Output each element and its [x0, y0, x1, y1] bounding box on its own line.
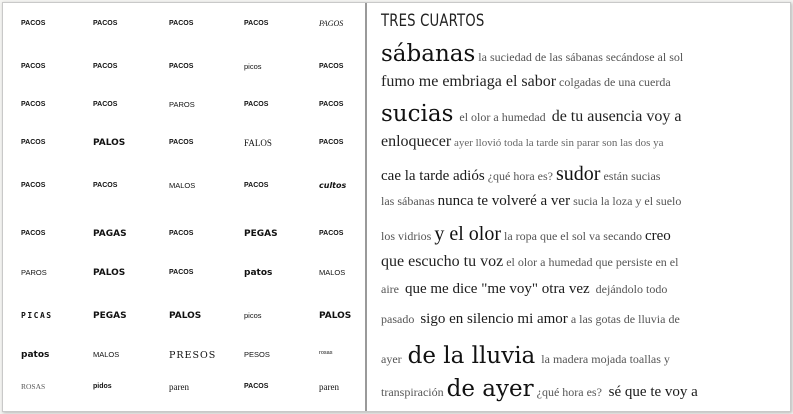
poem-title: TRES CUARTOS — [381, 11, 485, 31]
grid-word: PRESOS — [169, 350, 217, 361]
poem-fragment: transpiración — [381, 385, 447, 399]
grid-word: ROSAS — [21, 382, 46, 391]
poem-fragment: y el olor — [434, 223, 501, 245]
poem-fragment: ¿qué hora es? — [533, 385, 605, 399]
grid-word: PACOS — [169, 63, 194, 70]
grid-word: PACOS — [319, 63, 344, 70]
grid-word: rosas — [319, 350, 333, 356]
grid-word: PACOS — [93, 182, 118, 189]
poem-fragment: que escucho tu voz — [381, 253, 504, 270]
grid-word: MALOS — [319, 268, 346, 277]
poem-fragment: sucia la loza y el suelo — [570, 194, 682, 208]
poem-fragment: el olor a humedad — [453, 110, 552, 124]
grid-word: PACOS — [244, 20, 269, 27]
poem-fragment: que me dice "me voy" otra vez — [404, 281, 590, 297]
poem-line — [381, 133, 664, 159]
poem-fragment: ¿qué hora es? — [484, 169, 556, 183]
grid-word: PAGOS — [319, 19, 344, 28]
grid-word: PACOS — [93, 63, 118, 70]
poem-fragment: sudor — [556, 163, 601, 185]
poem-fragment: enloquecer — [381, 133, 452, 150]
poem-fragment: la suciedad de las sábanas secándose al sol — [475, 50, 684, 64]
grid-word: PICAS — [21, 311, 53, 320]
grid-word: PACOS — [244, 101, 269, 108]
poem-fragment: de ayer — [446, 376, 534, 402]
grid-word: PACOS — [93, 101, 118, 108]
grid-word: PALOS — [319, 311, 352, 321]
poem-line — [381, 281, 667, 307]
poem-fragment: de la lluvia — [407, 343, 536, 369]
grid-word: PACOS — [21, 63, 46, 70]
grid-word: PACOS — [169, 20, 194, 27]
grid-word: PACOS — [169, 139, 194, 146]
poem-fragment: aire — [381, 282, 405, 296]
poem-line — [381, 193, 681, 219]
grid-word: PAGAS — [93, 229, 127, 239]
poem-line — [381, 223, 671, 249]
grid-word: PACOS — [319, 139, 344, 146]
poem-fragment: dejándolo todo — [589, 282, 668, 296]
grid-word: PESOS — [244, 350, 270, 359]
grid-word: FALOS — [244, 138, 272, 148]
poem-panel — [381, 3, 786, 411]
grid-word: picos — [244, 62, 262, 71]
center-divider — [365, 3, 367, 411]
poem-line — [381, 253, 678, 279]
grid-word: PACOS — [169, 269, 194, 276]
poem-fragment: las sábanas — [381, 194, 438, 208]
poem-fragment: creo — [644, 228, 671, 244]
grid-word: PACOS — [21, 182, 46, 189]
grid-word: PACOS — [93, 20, 118, 27]
poem-line — [381, 311, 680, 337]
grid-word: patos — [244, 268, 273, 278]
poem-fragment: colgadas de una cuerda — [556, 75, 671, 89]
poem-fragment: de tu ausencia voy a — [551, 108, 682, 125]
poem-fragment: sigo en silencio mi amor — [420, 311, 568, 327]
grid-word: paren — [169, 382, 189, 392]
grid-word: cultos — [319, 181, 347, 190]
word-grid — [3, 3, 363, 411]
grid-word: MALOS — [169, 181, 196, 190]
grid-word: PACOS — [21, 101, 46, 108]
poem-line — [381, 73, 671, 99]
poem-fragment: están sucias — [600, 169, 661, 183]
poem-fragment: nunca te volveré a ver — [437, 193, 571, 209]
grid-word: paren — [319, 382, 339, 392]
grid-word: PACOS — [21, 139, 46, 146]
grid-word: PACOS — [21, 230, 46, 237]
poem-fragment: fumo me embriaga el sabor — [381, 73, 557, 90]
poem-fragment: ayer llovió toda la tarde sin parar son las dos ya — [451, 137, 664, 149]
poem-fragment: el olor a humedad que persiste en el — [503, 255, 679, 269]
grid-word: PACOS — [244, 182, 269, 189]
poem-line — [381, 376, 698, 402]
poem-fragment: pasado — [381, 312, 421, 326]
grid-word: PACOS — [21, 20, 46, 27]
grid-word: picos — [244, 311, 262, 320]
poem-fragment: ayer — [381, 352, 408, 366]
grid-word: PAROS — [169, 100, 195, 109]
grid-word: patos — [21, 350, 50, 360]
poem-fragment: cae la tarde adiós — [381, 168, 485, 184]
grid-word: PAROS — [21, 268, 47, 277]
poem-fragment: sé que te voy a — [604, 384, 698, 400]
grid-word: PALOS — [93, 138, 126, 148]
grid-word: PALOS — [169, 311, 202, 321]
grid-word: PACOS — [244, 383, 269, 390]
grid-word: PACOS — [319, 101, 344, 108]
poem-line — [381, 163, 660, 189]
poem-line — [381, 41, 683, 67]
poem-fragment: sucias — [381, 101, 454, 127]
poem-fragment: los vidrios — [381, 229, 435, 243]
poem-line — [381, 343, 670, 369]
grid-word: pidos — [93, 383, 112, 390]
poem-fragment: la madera mojada toallas y — [535, 352, 670, 366]
poem-fragment: la ropa que el sol va secando — [501, 229, 645, 243]
grid-word: PEGAS — [244, 229, 278, 239]
grid-word: MALOS — [93, 350, 120, 359]
grid-word: PALOS — [93, 268, 126, 278]
grid-word: PACOS — [319, 230, 344, 237]
poster — [2, 2, 791, 412]
grid-word: PEGAS — [93, 311, 127, 321]
poem-fragment: a las gotas de lluvia de — [567, 312, 680, 326]
poem-fragment: sábanas — [381, 41, 476, 67]
grid-word: PACOS — [169, 230, 194, 237]
poem-line — [381, 101, 681, 127]
